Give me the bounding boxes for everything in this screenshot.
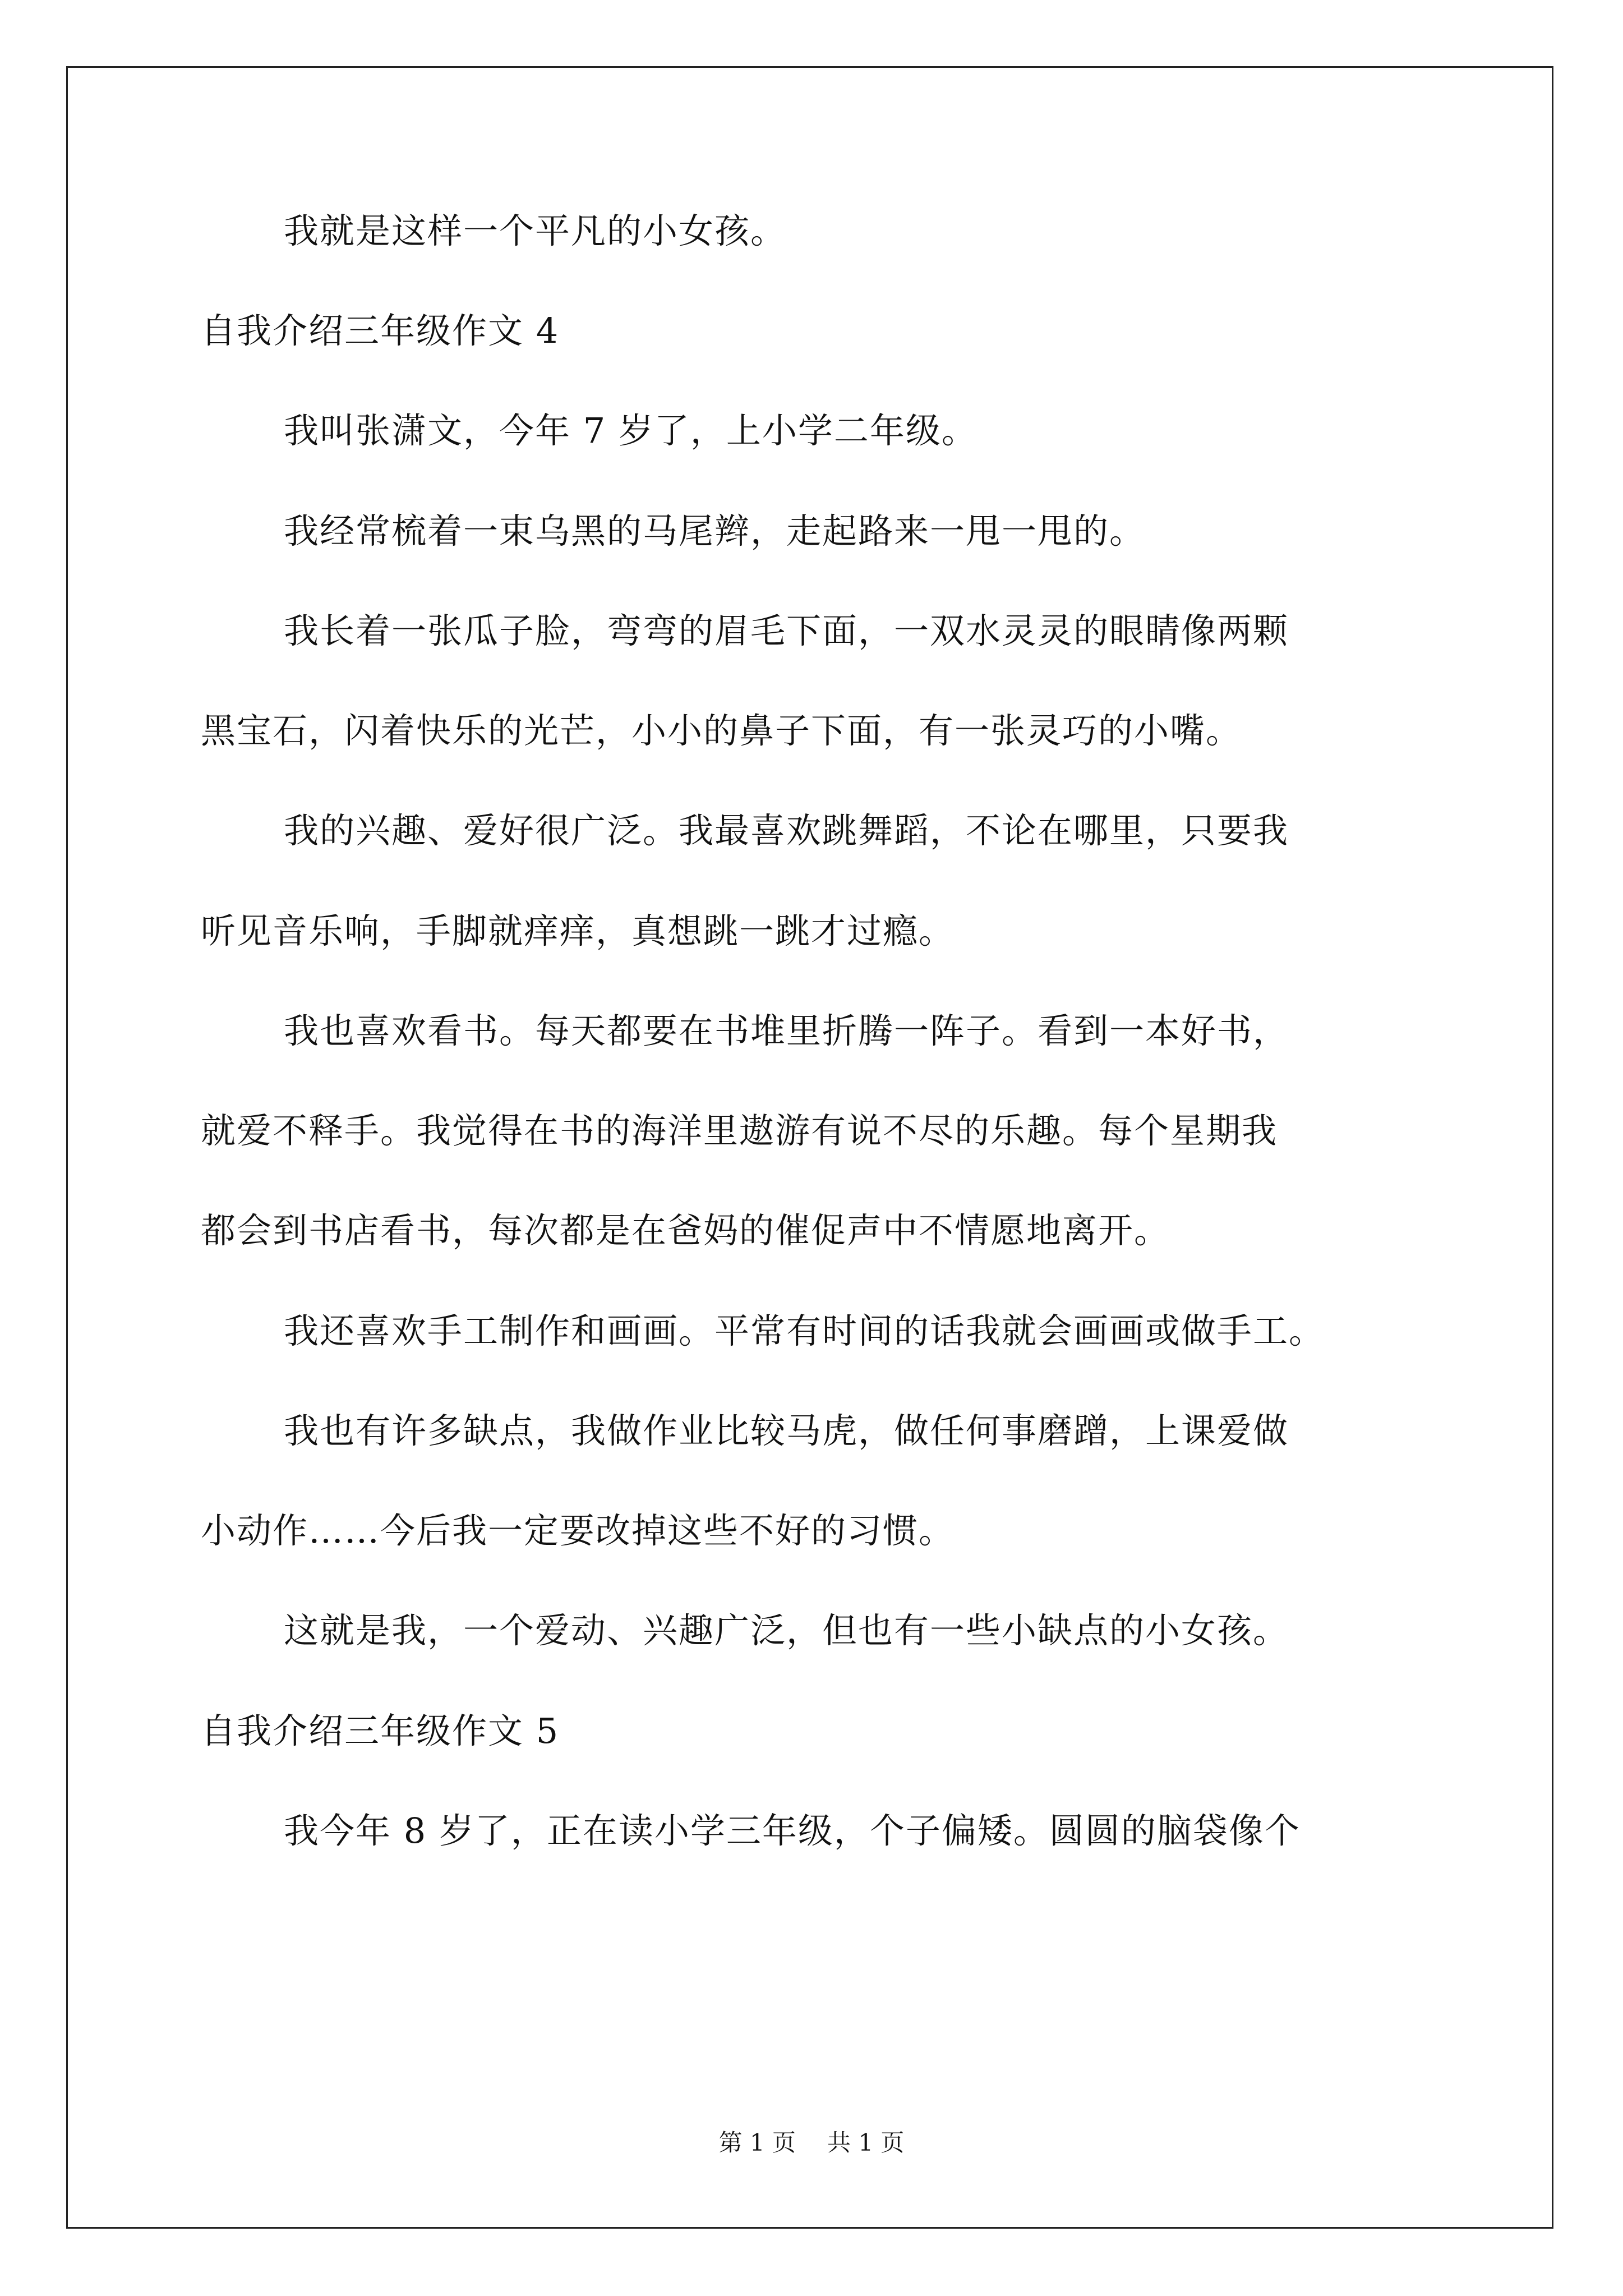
section-heading: 自我介绍三年级作文 5 xyxy=(201,1710,560,1751)
paragraph-line: 我叫张潇文，今年 7 岁了，上小学二年级。 xyxy=(284,410,978,451)
paragraph-line: 黑宝石，闪着快乐的光芒，小小的鼻子下面，有一张灵巧的小嘴。 xyxy=(201,710,1242,751)
paragraph-line: 就爱不释手。我觉得在书的海洋里遨游有说不尽的乐趣。每个星期我 xyxy=(201,1110,1278,1151)
paragraph-line: 我的兴趣、爱好很广泛。我最喜欢跳舞蹈，不论在哪里，只要我 xyxy=(284,810,1289,851)
paragraph-line: 听见音乐响，手脚就痒痒，真想跳一跳才过瘾。 xyxy=(201,910,955,951)
paragraph-line: 我就是这样一个平凡的小女孩。 xyxy=(284,210,787,251)
page-number: 第 1 页 xyxy=(718,2129,796,2156)
paragraph-line: 都会到书店看书，每次都是在爸妈的催促声中不情愿地离开。 xyxy=(201,1210,1170,1251)
paragraph-line: 小动作……今后我一定要改掉这些不好的习惯。 xyxy=(201,1510,955,1551)
paragraph-line: 我还喜欢手工制作和画画。平常有时间的话我就会画画或做手工。 xyxy=(284,1310,1325,1351)
paragraph-line: 我长着一张瓜子脸，弯弯的眉毛下面，一双水灵灵的眼睛像两颗 xyxy=(284,610,1289,651)
section-heading: 自我介绍三年级作文 4 xyxy=(201,310,560,351)
paragraph-line: 我经常梳着一束乌黑的马尾辫，走起路来一甩一甩的。 xyxy=(284,510,1146,551)
paragraph-line: 这就是我，一个爱动、兴趣广泛，但也有一些小缺点的小女孩。 xyxy=(284,1610,1289,1651)
page-total: 共 1 页 xyxy=(827,2129,905,2156)
paragraph-line: 我也有许多缺点，我做作业比较马虎，做任何事磨蹭，上课爱做 xyxy=(284,1410,1289,1451)
page-footer xyxy=(0,2126,1623,2160)
paragraph-line: 我也喜欢看书。每天都要在书堆里折腾一阵子。看到一本好书， xyxy=(284,1010,1289,1051)
paragraph-line: 我今年 8 岁了，正在读小学三年级，个子偏矮。圆圆的脑袋像个 xyxy=(284,1810,1301,1851)
